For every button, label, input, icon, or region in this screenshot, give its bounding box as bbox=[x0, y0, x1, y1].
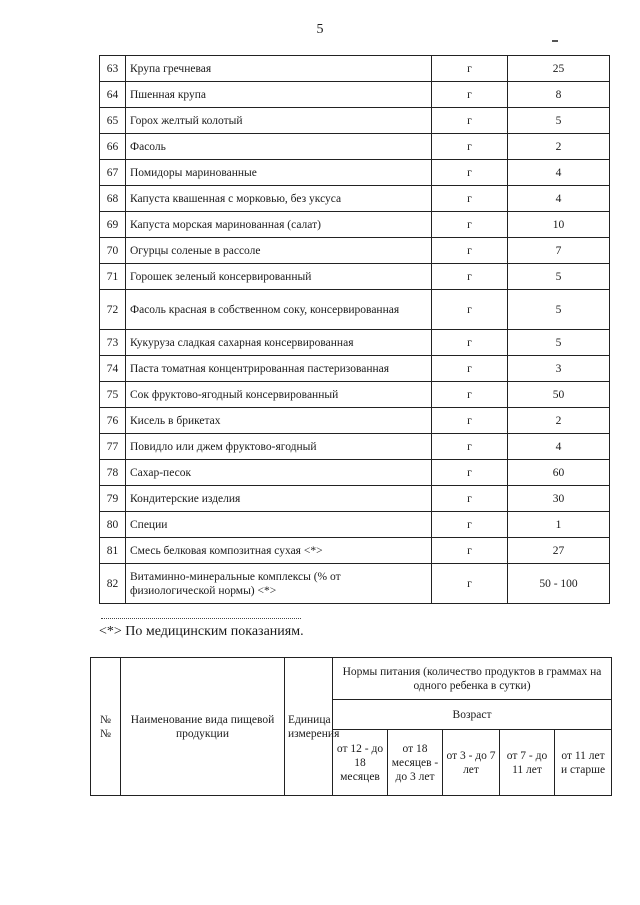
unit-of-measure: г bbox=[432, 434, 508, 460]
product-name: Кукуруза сладкая сахарная консервированная bbox=[126, 330, 432, 356]
product-name: Повидло или джем фруктово-ягодный bbox=[126, 434, 432, 460]
unit-of-measure: г bbox=[432, 186, 508, 212]
product-name: Пшенная крупа bbox=[126, 82, 432, 108]
row-number: 76 bbox=[100, 408, 126, 434]
table-row bbox=[100, 460, 610, 486]
header-age-group: от 3 - до 7 лет bbox=[443, 730, 500, 796]
unit-of-measure: г bbox=[432, 264, 508, 290]
quantity: 27 bbox=[508, 538, 610, 564]
quantity: 60 bbox=[508, 460, 610, 486]
row-number: 80 bbox=[100, 512, 126, 538]
unit-of-measure: г bbox=[432, 82, 508, 108]
unit-of-measure: г bbox=[432, 408, 508, 434]
quantity: 50 bbox=[508, 382, 610, 408]
quantity: 7 bbox=[508, 238, 610, 264]
table-row bbox=[100, 56, 610, 82]
scan-mark bbox=[552, 40, 558, 42]
product-name: Смесь белковая композитная сухая <*> bbox=[126, 538, 432, 564]
row-number: 82 bbox=[100, 564, 126, 604]
next-table-header bbox=[90, 657, 612, 796]
table-row bbox=[100, 212, 610, 238]
table-row bbox=[100, 408, 610, 434]
product-name: Кондитерские изделия bbox=[126, 486, 432, 512]
quantity: 2 bbox=[508, 408, 610, 434]
unit-of-measure: г bbox=[432, 134, 508, 160]
product-name: Огурцы соленые в рассоле bbox=[126, 238, 432, 264]
product-name: Капуста квашенная с морковью, без уксуса bbox=[126, 186, 432, 212]
table-row bbox=[100, 356, 610, 382]
unit-of-measure: г bbox=[432, 356, 508, 382]
quantity: 5 bbox=[508, 264, 610, 290]
quantity: 5 bbox=[508, 290, 610, 330]
table-row bbox=[100, 330, 610, 356]
unit-of-measure: г bbox=[432, 330, 508, 356]
product-name: Помидоры маринованные bbox=[126, 160, 432, 186]
row-number: 77 bbox=[100, 434, 126, 460]
product-name: Фасоль красная в собственном соку, консервированная bbox=[126, 290, 432, 330]
table-row bbox=[100, 82, 610, 108]
row-number: 69 bbox=[100, 212, 126, 238]
table-row bbox=[100, 538, 610, 564]
quantity: 3 bbox=[508, 356, 610, 382]
product-name: Витаминно-минеральные комплексы (% от физиологической нормы) <*> bbox=[126, 564, 432, 604]
table-row bbox=[100, 434, 610, 460]
unit-of-measure: г bbox=[432, 212, 508, 238]
table-row bbox=[100, 108, 610, 134]
product-name: Крупа гречневая bbox=[126, 56, 432, 82]
row-number: 72 bbox=[100, 290, 126, 330]
table-row bbox=[100, 264, 610, 290]
product-name: Фасоль bbox=[126, 134, 432, 160]
unit-of-measure: г bbox=[432, 512, 508, 538]
unit-of-measure: г bbox=[432, 564, 508, 604]
row-number: 71 bbox=[100, 264, 126, 290]
product-name: Капуста морская маринованная (салат) bbox=[126, 212, 432, 238]
unit-of-measure: г bbox=[432, 290, 508, 330]
product-name: Горошек зеленый консервированный bbox=[126, 264, 432, 290]
quantity: 4 bbox=[508, 186, 610, 212]
row-number: 74 bbox=[100, 356, 126, 382]
product-name: Горох желтый колотый bbox=[126, 108, 432, 134]
quantity: 10 bbox=[508, 212, 610, 238]
row-number: 66 bbox=[100, 134, 126, 160]
header-age-group: от 7 - до 11 лет bbox=[500, 730, 555, 796]
quantity: 1 bbox=[508, 512, 610, 538]
row-number: 67 bbox=[100, 160, 126, 186]
row-number: 73 bbox=[100, 330, 126, 356]
header-age: Возраст bbox=[333, 700, 612, 730]
unit-of-measure: г bbox=[432, 382, 508, 408]
unit-of-measure: г bbox=[432, 238, 508, 264]
product-name: Специи bbox=[126, 512, 432, 538]
quantity: 4 bbox=[508, 434, 610, 460]
quantity: 2 bbox=[508, 134, 610, 160]
quantity: 8 bbox=[508, 82, 610, 108]
quantity: 30 bbox=[508, 486, 610, 512]
row-number: 75 bbox=[100, 382, 126, 408]
row-number: 79 bbox=[100, 486, 126, 512]
quantity: 5 bbox=[508, 108, 610, 134]
quantity: 25 bbox=[508, 56, 610, 82]
footnote: <*> По медицинским показаниям. bbox=[99, 624, 304, 639]
header-age-group: от 11 лет и старше bbox=[555, 730, 612, 796]
table-row bbox=[100, 290, 610, 330]
row-number: 68 bbox=[100, 186, 126, 212]
quantity: 50 - 100 bbox=[508, 564, 610, 604]
table-row bbox=[100, 382, 610, 408]
unit-of-measure: г bbox=[432, 460, 508, 486]
table-row bbox=[100, 486, 610, 512]
header-age-group: от 12 - до 18 месяцев bbox=[333, 730, 388, 796]
row-number: 64 bbox=[100, 82, 126, 108]
table-row bbox=[100, 238, 610, 264]
row-number: 81 bbox=[100, 538, 126, 564]
table-row bbox=[100, 134, 610, 160]
food-norms-table-body bbox=[100, 56, 610, 604]
table-row bbox=[100, 512, 610, 538]
table-row bbox=[100, 160, 610, 186]
header-age-group: от 18 месяцев - до 3 лет bbox=[388, 730, 443, 796]
quantity: 5 bbox=[508, 330, 610, 356]
food-norms-table bbox=[99, 55, 610, 604]
product-name: Кисель в брикетах bbox=[126, 408, 432, 434]
header-number: № № bbox=[91, 658, 121, 796]
unit-of-measure: г bbox=[432, 108, 508, 134]
product-name: Сок фруктово-ягодный консервированный bbox=[126, 382, 432, 408]
page-number: 5 bbox=[316, 22, 324, 37]
row-number: 70 bbox=[100, 238, 126, 264]
unit-of-measure: г bbox=[432, 486, 508, 512]
unit-of-measure: г bbox=[432, 56, 508, 82]
row-number: 78 bbox=[100, 460, 126, 486]
unit-of-measure: г bbox=[432, 538, 508, 564]
table-row bbox=[100, 564, 610, 604]
quantity: 4 bbox=[508, 160, 610, 186]
product-name: Паста томатная концентрированная пастеризованная bbox=[126, 356, 432, 382]
row-number: 65 bbox=[100, 108, 126, 134]
header-name: Наименование вида пищевой продукции bbox=[121, 658, 285, 796]
header-unit: Единица измерения bbox=[285, 658, 333, 796]
table-row bbox=[100, 186, 610, 212]
row-number: 63 bbox=[100, 56, 126, 82]
footnote-separator bbox=[101, 618, 301, 619]
header-norms: Нормы питания (количество продуктов в граммах на одного ребенка в сутки) bbox=[333, 658, 612, 700]
unit-of-measure: г bbox=[432, 160, 508, 186]
product-name: Сахар-песок bbox=[126, 460, 432, 486]
